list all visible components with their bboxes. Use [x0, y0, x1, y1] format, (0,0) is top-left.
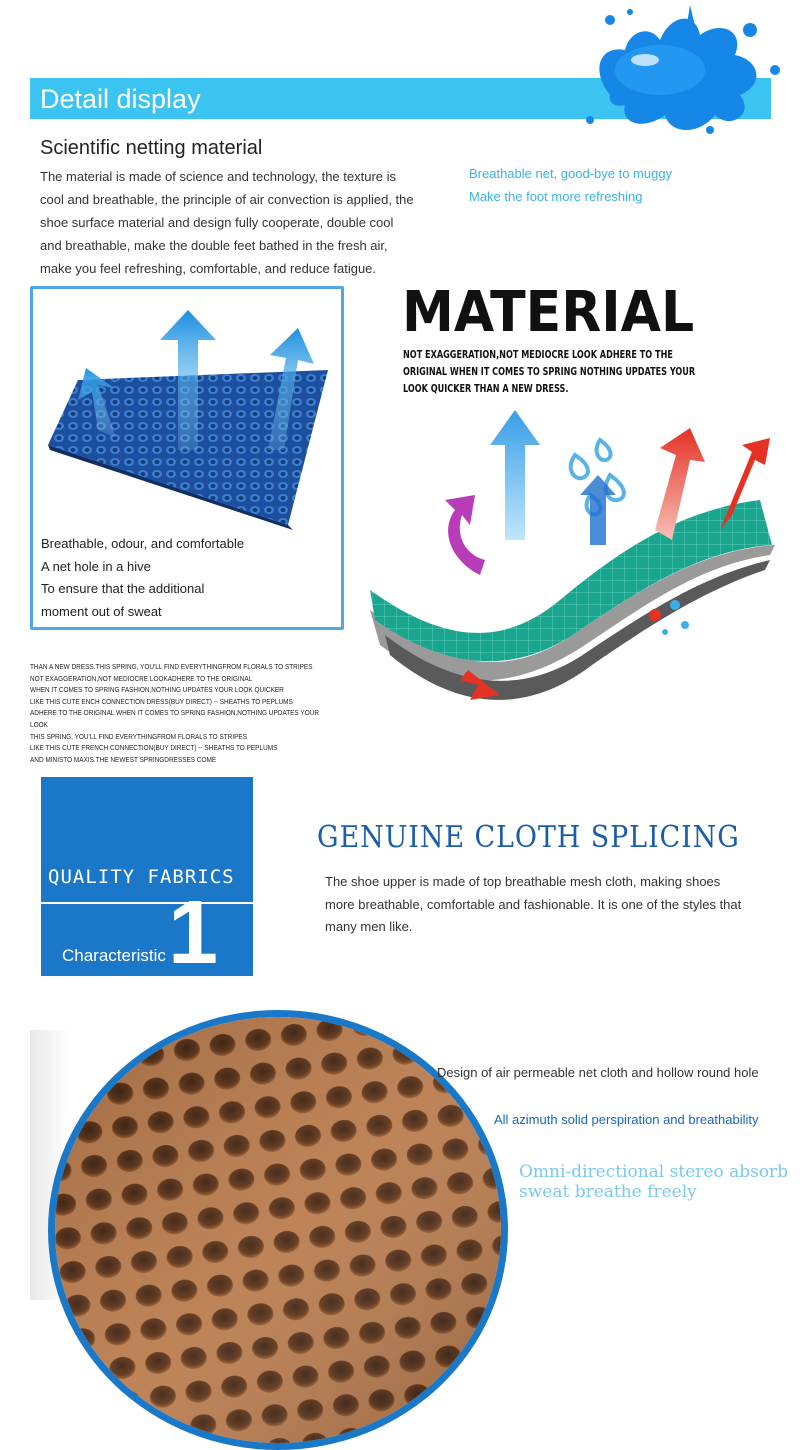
net-line-1: Breathable, odour, and comfortable [41, 536, 245, 551]
fine-line: LIKE THIS CUTE FRENCH CONNECTION(BUY DIRECT) -- SHEATHS TO PEPLUMS [30, 745, 278, 753]
fine-line: ADHERE TO THE ORIGINAL WHEN IT COMES TO SPRING FASHION,NOTHING UPDATES YOUR LOOK [30, 710, 320, 729]
characteristic-label: Characteristic [62, 946, 166, 965]
badge-divider [41, 902, 253, 904]
net-fabric-illustration [38, 300, 338, 535]
material-subtext: NOT EXAGGERATION,NOT MEDIOCRE LOOK ADHERE TO THE ORIGINAL WHEN IT COMES TO SPRING NOTHING UPDATES YOUR LOOK QUICKER THAN A NEW DRESS. [403, 348, 696, 395]
fine-print [30, 662, 334, 766]
page-title: Detail display [40, 84, 201, 114]
splash-icon [530, 0, 800, 140]
feature-note-1: Breathable net, good-bye to muggy [469, 166, 673, 181]
net-line-4: moment out of sweat [41, 604, 162, 620]
feature-note-2: Make the foot more refreshing [469, 189, 643, 204]
material-title: MATERIAL [402, 280, 695, 345]
characteristic-number: 1 [168, 883, 219, 983]
net-line-2: A net hole in a hive [41, 558, 151, 574]
intro-paragraph: The material is made of science and technology, the texture is cool and breathable, the principle of air convection is applied, the shoe surface material and design fully cooperate, double cool and breathable, make the double feet bathed in the fresh air, make you feel refreshing, comfortable, and reduce fatigue. [40, 169, 414, 276]
fine-line: THAN A NEW DRESS.THIS SPRING, YOU'LL FIND EVERYTHINGFROM FLORALS TO STRIPES [30, 664, 313, 671]
quality-fabrics-title: QUALITY FABRICS [48, 866, 235, 888]
fine-line: WHEN IT COMES TO SPRING FASHION,NOTHING UPDATES YOUR LOOK QUICKER [30, 687, 284, 695]
mesh-azimuth-text: All azimuth solid perspiration and breathability [494, 1112, 759, 1127]
mesh-pattern [55, 1017, 508, 1450]
mesh-omni-text: Omni-directional stereo absorb sweat breathe freely [519, 1162, 789, 1202]
genuine-cloth-title: GENUINE CLOTH SPLICING [317, 820, 740, 855]
fine-line: AND MINISTO MAXIS.THE NEWEST SPRINGDRESSES COME [30, 756, 217, 764]
mesh-design-text: Design of air permeable net cloth and hollow round hole [437, 1065, 759, 1080]
material-layers-illustration [360, 400, 780, 720]
fine-line: NOT EXAGGERATION,NOT MEDIOCRE LOOKADHERE TO THE ORIGINAL [30, 675, 253, 683]
fine-line: LIKE THIS CUTE ENCH CONNECTION DRESS(BUY DIRECT) -- SHEATHS TO PEPLUMS [30, 698, 293, 706]
net-box-text [41, 533, 244, 624]
section-heading: Scientific netting material [40, 137, 263, 159]
genuine-cloth-text: The shoe upper is made of top breathable mesh cloth, making shoes more breathable, comfortable and fashionable. It is one of the styles that many men like. [325, 874, 742, 934]
fine-line: THIS SPRING, YOU'LL FIND EVERYTHINGFROM FLORALS TO STRIPES [30, 733, 248, 741]
net-line-3: To ensure that the additional [41, 581, 205, 597]
